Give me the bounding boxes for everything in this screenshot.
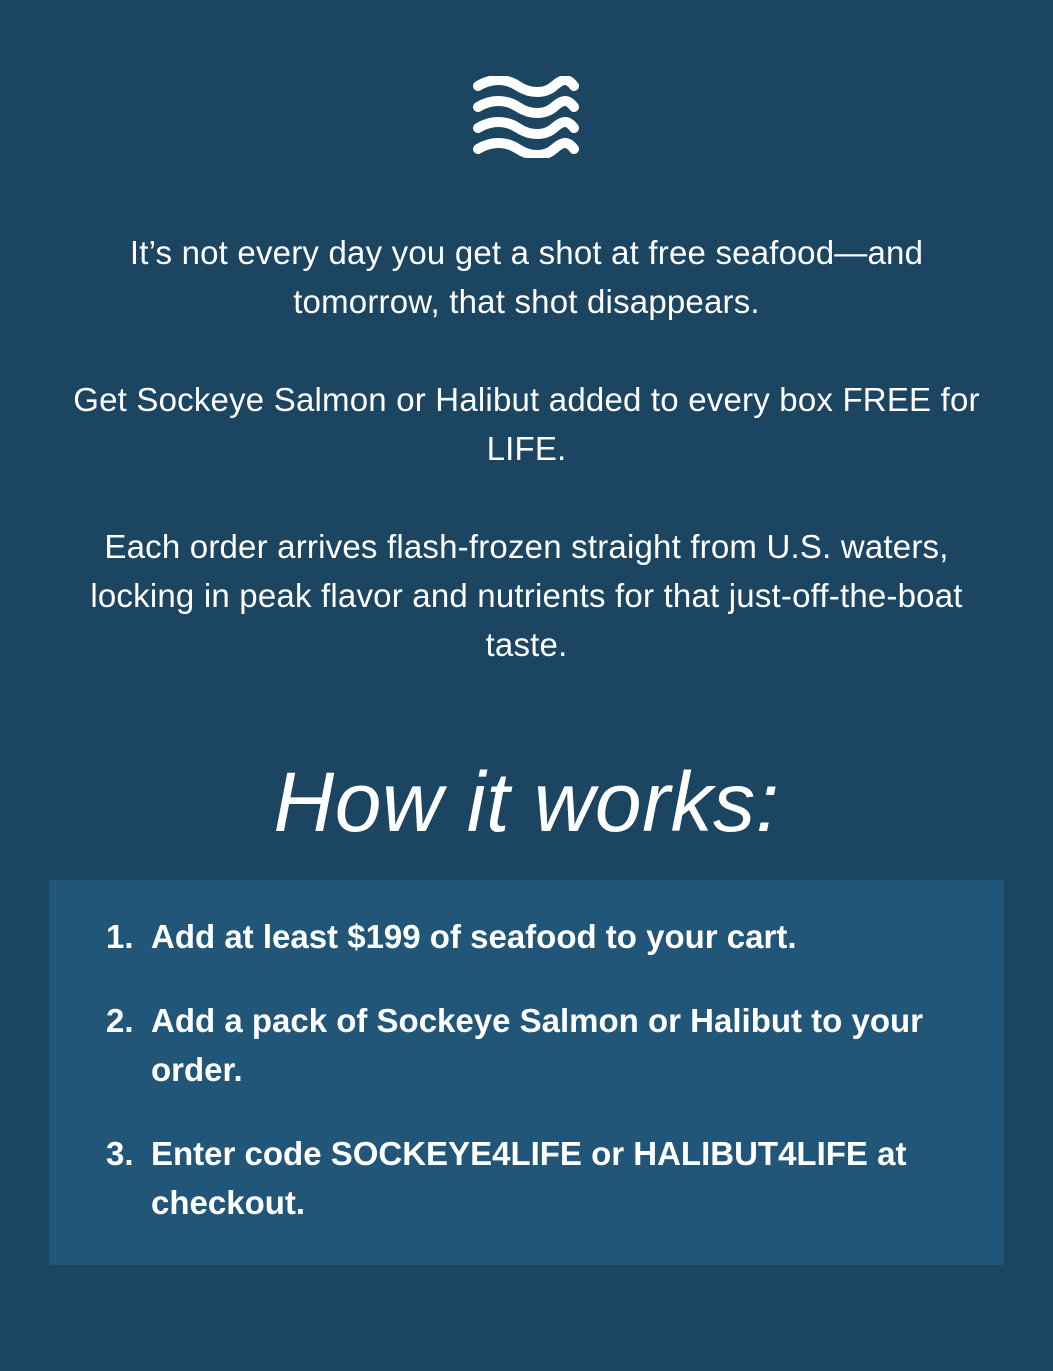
step-text: Add a pack of Sockeye Salmon or Halibut to your order.: [151, 1002, 923, 1088]
steps-list: [106, 912, 966, 1227]
step-1: [106, 912, 966, 961]
step-number: 3.: [106, 1135, 134, 1172]
intro-text: [60, 228, 993, 669]
intro-paragraph-urgency: It’s not every day you get a shot at free seafood—and tomorrow, that shot disappears.: [129, 234, 924, 320]
wave-icon: [472, 76, 580, 158]
step-number: 2.: [106, 1002, 134, 1039]
intro-paragraph-quality: Each order arrives flash-frozen straight from U.S. waters, locking in peak flavor and nutrients for that just-off-the-boat taste.: [90, 528, 963, 663]
step-text: Enter code SOCKEYE4LIFE or HALIBUT4LIFE at checkout.: [151, 1135, 907, 1221]
step-text: Add at least $199 of seafood to your cart.: [151, 918, 797, 955]
how-it-works-title: How it works:: [273, 755, 780, 849]
step-number: 1.: [106, 918, 134, 955]
intro-paragraph-offer: Get Sockeye Salmon or Halibut added to every box FREE for LIFE.: [73, 381, 980, 467]
step-3: [106, 1129, 966, 1227]
step-2: [106, 996, 966, 1094]
